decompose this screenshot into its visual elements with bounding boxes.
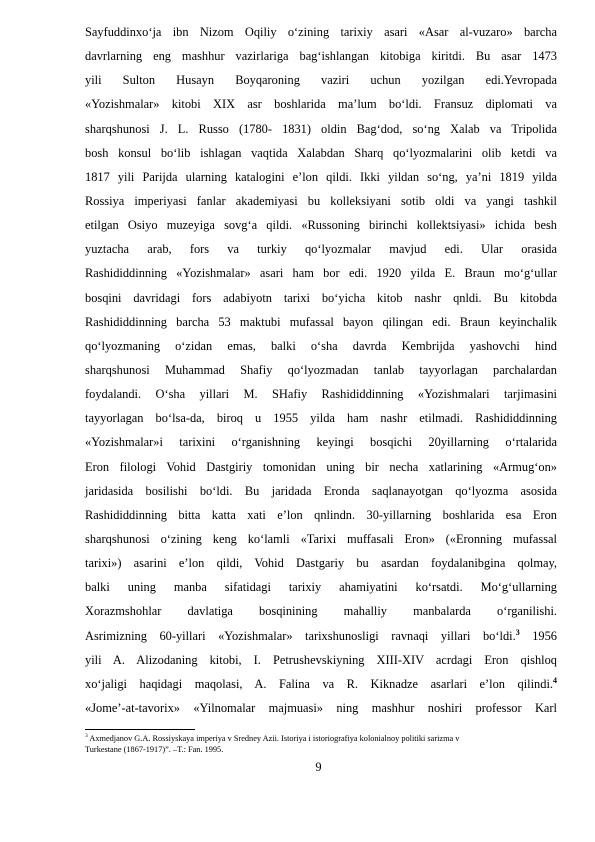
text-segment: Asrimizning 60-yillari «Yozishmalar» tarixshunosligi ravnaqi yillari bo‘ldi. [85, 628, 516, 643]
text-line: balki uning manba sifatidagi tarixiy ahamiyatini ko‘rsatdi. Mo‘g‘ullarning [85, 580, 557, 595]
footnote-marker: 3 [85, 733, 88, 740]
text-segment: 1956 [519, 628, 557, 643]
body-text [85, 20, 557, 720]
text-line: «Yozishmalar»i tarixini o‘rganishning keyingi bosqichi 20yillarning o‘rtalarida [85, 435, 557, 450]
text-line: Eron filologi Vohid Dastgiriy tomonidan uning bir necha xatlarining «Armug‘on» [85, 459, 557, 474]
text-line: tarixi») asarini e’lon qildi, Vohid Dastgariy bu asardan foydalanibgina qolmay, [85, 556, 557, 571]
text-line: «Yozishmalar» kitobi XIX asr boshlarida ma’lum bo‘ldi. Fransuz diplomati va [85, 97, 557, 112]
text-line: Rossiya imperiyasi fanlar akademiyasi bu kolleksiyani sotib oldi va yangi tashkil [85, 193, 557, 208]
text-line: Sayfuddinxo‘ja ibn Nizom Oqiliy o‘zining tarixiy asari «Asar al-vuzaro» barcha [85, 25, 557, 39]
text-line: «Jome’-at-tavorix» «Yilnomalar majmuasi» ning mashhur noshiri professor Karl [85, 700, 557, 715]
footnote-ref[interactable]: 4 [553, 675, 557, 685]
text-line: sharqshunosi Muhammad Shafiy qo‘lyozmadan tanlab tayyorlagan parchalardan [85, 362, 557, 377]
text-line: Xorazmshohlar davlatiga bosqinining mahalliy manbalarda o‘rganilishi. [85, 604, 557, 619]
text-line: bosh konsul bo‘lib ishlagan vaqtida Xalabdan Sharq qo‘lyozmalarini olib ketdi va [85, 145, 557, 160]
text-line: Rashididdinning barcha 53 maktubi mufassal bayon qilingan edi. Braun keyinchalik [85, 314, 557, 329]
text-line: jaridasida bosilishi bo‘ldi. Bu jaridada Eronda saqlanayotgan qo‘lyozma asosida [85, 483, 557, 498]
text-line: sharqshunosi o‘zining keng ko‘lamli «Tarixi muffasali Eron» («Eronning mufassal [85, 531, 557, 546]
text-line: sharqshunosi J. L. Russo (1780- 1831) oldin Bag‘dod, so‘ng Xalab va Tripolida [85, 121, 557, 136]
footnote-ref[interactable]: 3 [515, 627, 520, 637]
footnote-line [85, 733, 557, 744]
text-line: Rashididdinning bitta katta xati e’lon qnlindn. 30-yillarning boshlarida esa Eron [85, 507, 557, 522]
text-line: 1817 yili Parijda ularning katalogini e’lon qildi. Ikki yildan so‘ng, ya’ni 1819 yilda [85, 169, 557, 184]
text-line: yuztacha arab, fors va turkiy qo‘lyozmalar mavjud edi. Ular orasida [85, 242, 557, 257]
text-line: tayyorlagan bo‘lsa-da, biroq u 1955 yilda ham nashr etilmadi. Rashididdinning [85, 411, 557, 426]
footnote-line: Turkestane (1867-1917)”. –T.: Fan. 1995. [85, 745, 224, 754]
footnote-divider [85, 729, 195, 730]
text-line: qo‘lyozmaning o‘zidan emas, balki o‘sha davrda Kembrijda yashovchi hind [85, 338, 557, 353]
text-line: foydalandi. O‘sha yillari M. SHafiy Rashididdinning «Yozishmalari tarjimasini [85, 387, 557, 402]
text-line: Rashididdinning «Yozishmalar» asari ham bor edi. 1920 yilda E. Braun mo‘g‘ullar [85, 266, 557, 281]
text-line: yili A. Alizodaning kitobi, I. Petrushevskiyning XIII-XIV acrdagi Eron qishloq [85, 652, 557, 667]
text-line: bosqini davridagi fors adabiyotn tarixi bo‘yicha kitob nashr qnldi. Bu kitobda [85, 290, 557, 305]
text-line: yili Sulton Husayn Boyqaroning vaziri uchun yozilgan edi.Yevropada [85, 73, 557, 88]
text-line: davrlarning eng mashhur vazirlariga bag‘ishlangan kitobiga kiritdi. Bu asar 1473 [85, 49, 557, 64]
footnote [85, 733, 557, 755]
text-segment: xo‘jaligi haqidagi maqolasi, A. Falina va R. Kiknadze asarlari e’lon qilindi. [85, 676, 553, 691]
text-line-with-ref [85, 672, 557, 696]
footnote-text: Axmedjanov G.A. Rossiyskaya imperiya v Sredney Azii. Istoriya i istoriografiya kolonialnoy politiki sarizma v [87, 734, 460, 743]
page-number: 9 [315, 760, 322, 774]
text-line: etilgan Osiyo muzeyiga sovg‘a qildi. «Russoning birinchi kollektsiyasi» ichida besh [85, 218, 557, 233]
text-line-with-ref [85, 624, 557, 648]
